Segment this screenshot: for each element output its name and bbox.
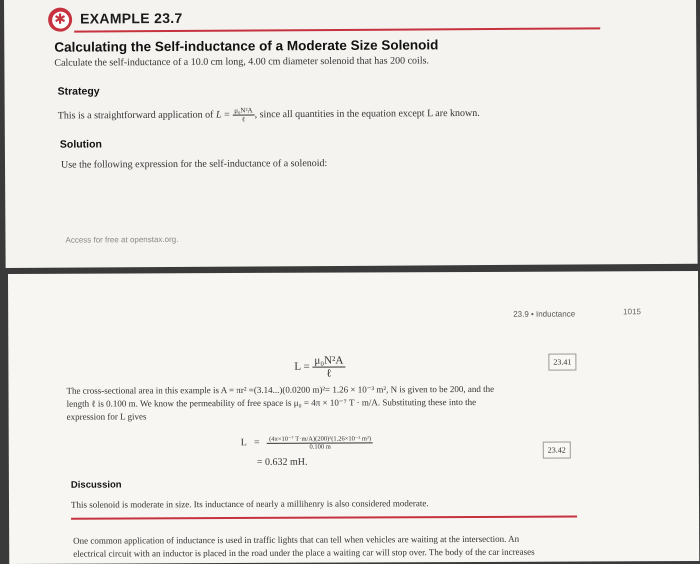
- example-label: EXAMPLE 23.7: [80, 9, 183, 27]
- eq2-result: = 0.632 mH.: [256, 456, 308, 468]
- eq2-denominator: 0.100 m: [309, 443, 331, 451]
- eq2-lhs: L: [240, 437, 247, 449]
- equation-23-42: [241, 434, 373, 451]
- strategy-formula-num: μ₀N²A: [232, 106, 254, 115]
- para2-line1: One common application of inductance is used in traffic lights that can tell when vehicles are waiting at the intersection. An: [73, 533, 520, 546]
- strategy-heading: Strategy: [57, 85, 100, 98]
- strategy-formula-den: ℓ: [241, 115, 246, 124]
- eq2-numerator: (4π×10⁻⁷ T·m/A)(200)²(1.26×10⁻³ m²): [267, 434, 373, 443]
- example-title: Calculating the Self-inductance of a Moderate Size Solenoid: [54, 37, 439, 55]
- solution-heading: Solution: [59, 138, 102, 151]
- para2-line2: electrical circuit with an inductor is placed in the road under the place a waiting car will stop over. The body of the car increases: [73, 546, 535, 559]
- eq1-tag: 23.41: [548, 354, 576, 371]
- page-bottom: [8, 271, 699, 564]
- para1-line1: The cross-sectional area in this example is A = πr² =(3.14...)(0.0200 m)²= 1.26 × 10⁻³ m², N is given to be 200, and the: [66, 383, 495, 396]
- eq1-lhs: L =: [294, 360, 310, 373]
- page-number: 1015: [623, 307, 641, 317]
- page-top: [4, 0, 698, 268]
- problem-statement: Calculate the self-inductance of a 10.0 cm long, 4.00 cm diameter solenoid that has 200 coils.: [54, 55, 430, 69]
- strategy-after: , since all quantities in the equation except L are known.: [254, 107, 480, 121]
- eq1-fraction: [312, 355, 345, 380]
- eq2-equals: =: [253, 437, 260, 449]
- eq2-fraction: [267, 434, 373, 450]
- discussion-heading: Discussion: [70, 479, 122, 491]
- strategy-before: This is a straightforward application of: [57, 109, 214, 122]
- para1-line3: expression for L gives: [66, 411, 147, 422]
- solution-text: Use the following expression for the self-inductance of a solenoid:: [60, 158, 328, 171]
- access-note: Access for free at openstax.org.: [65, 234, 179, 245]
- strategy-formula: [232, 106, 255, 123]
- example-header: [48, 4, 600, 29]
- discussion-text: This solenoid is moderate in size. Its inductance of nearly a millihenry is also considered moderate.: [70, 498, 429, 510]
- example-badge: [48, 8, 72, 32]
- eq1-numerator: μ₀N²A: [312, 355, 345, 368]
- equation-23-41: [294, 355, 345, 380]
- eq2-tag: 23.42: [543, 442, 571, 459]
- running-head: 23.9 • Inductance: [513, 309, 576, 319]
- asterisk-icon: ✱: [52, 11, 69, 28]
- header-rule: [74, 27, 600, 32]
- para1-line2: length ℓ is 0.100 m. We know the permeability of free space is μ₀ = 4π × 10⁻⁷ T · m/A. Substituting these into the: [66, 396, 477, 409]
- strategy-text: This is a straightforward application of L = $\frac{\text{μ₀N²A}}{\text{ℓ}}$ , since all quantities in the equation except L are known.: [57, 106, 480, 124]
- discussion-rule: [71, 516, 577, 520]
- eq1-denominator: ℓ: [326, 367, 332, 380]
